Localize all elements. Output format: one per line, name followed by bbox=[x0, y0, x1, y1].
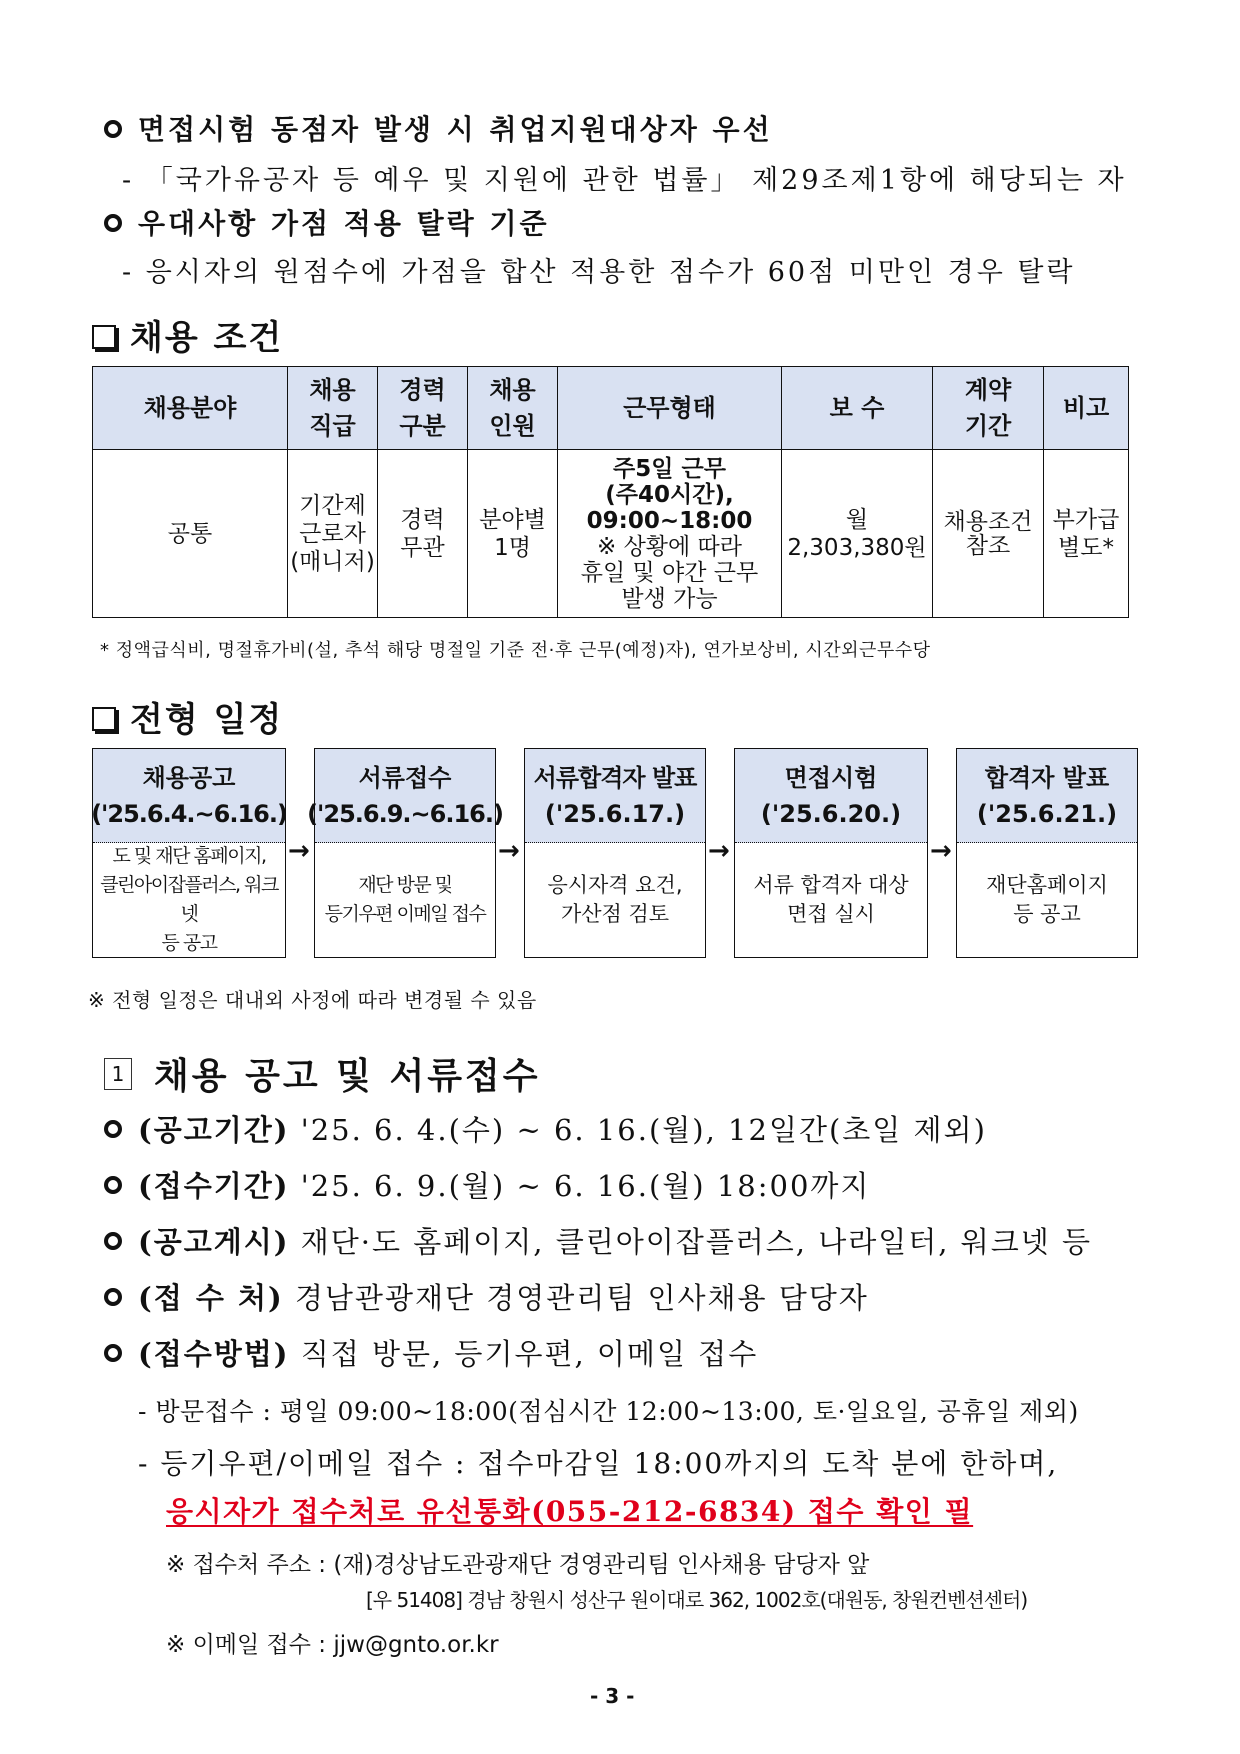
stage-name: 채용공고 bbox=[142, 763, 236, 792]
note-item-2 bbox=[104, 202, 550, 242]
stage-desc: 재단 방문 및 등기우편 이메일 접수 bbox=[324, 874, 486, 925]
arrow-right-icon: → bbox=[708, 836, 730, 866]
stage-name: 서류접수 bbox=[358, 763, 452, 792]
stage-interview bbox=[734, 748, 928, 958]
notice-item-receipt-period: (접수기간) '25. 6. 9.(월) ~ 6. 16.(월) 18:00까지 bbox=[104, 1164, 870, 1205]
cell-pay: 월 2,303,380원 bbox=[782, 450, 933, 618]
circle-bullet-icon bbox=[104, 120, 122, 138]
mail-receipt: - 등기우편/이메일 접수 : 접수마감일 18:00까지의 도착 분에 한하며, bbox=[138, 1447, 1059, 1480]
header-period: 계약 기간 bbox=[933, 367, 1044, 450]
note-item-2-detail: - 응시자의 원점수에 가점을 합산 적용한 점수가 60점 미만인 경우 탈락 bbox=[122, 257, 1076, 288]
stage-name: 면접시험 bbox=[784, 763, 878, 792]
checkbox-square-icon bbox=[92, 707, 116, 731]
header-note: 비고 bbox=[1044, 367, 1129, 450]
circle-bullet-icon bbox=[104, 1176, 122, 1194]
schedule-note: ※ 전형 일정은 대내외 사정에 따라 변경될 수 있음 bbox=[88, 988, 537, 1012]
notice-item-period: (공고기간) '25. 6. 4.(수) ~ 6. 16.(월), 12일간(초일 제외) bbox=[104, 1108, 987, 1149]
cell-work-bold: 주5일 근무 (주40시간), 09:00~18:00 bbox=[586, 455, 753, 534]
header-field: 채용분야 bbox=[93, 367, 288, 450]
stage-document-result bbox=[524, 748, 706, 958]
cell-field: 공통 bbox=[93, 450, 288, 618]
section-number-box: 1 bbox=[104, 1058, 132, 1090]
cell-rank: 기간제 근로자 (매니저) bbox=[288, 450, 378, 618]
cell-work-normal: ※ 상황에 따라 휴일 및 야간 근무 발생 가능 bbox=[580, 533, 759, 612]
conditions-footnote: * 정액급식비, 명절휴가비(설, 추석 해당 명절일 기준 전·후 근무(예정)자), 연가보상비, 시간외근무수당 bbox=[100, 640, 931, 661]
header-count: 채용 인원 bbox=[468, 367, 558, 450]
table-row bbox=[93, 450, 1129, 618]
stage-final-result bbox=[956, 748, 1138, 958]
arrow-right-icon: → bbox=[930, 836, 952, 866]
stage-date: ('25.6.9.~6.16.) bbox=[307, 799, 503, 828]
circle-bullet-icon bbox=[104, 1344, 122, 1362]
note-item-1 bbox=[104, 108, 773, 148]
stage-desc: 서류 합격자 대상 면접 실시 bbox=[753, 873, 909, 926]
stage-announcement bbox=[92, 748, 286, 958]
circle-bullet-icon bbox=[104, 1120, 122, 1138]
stage-date: ('25.6.4.~6.16.) bbox=[91, 799, 287, 828]
circle-bullet-icon bbox=[104, 1288, 122, 1306]
section-conditions-title: 채용 조건 bbox=[92, 310, 283, 359]
stage-date: ('25.6.20.) bbox=[760, 799, 902, 828]
page-number: - 3 - bbox=[590, 1684, 635, 1708]
header-rank: 채용 직급 bbox=[288, 367, 378, 450]
address-detail: [우 51408] 경남 창원시 성산구 원이대로 362, 1002호(대원동, 창원컨벤션센터) bbox=[366, 1588, 1028, 1612]
notice-item-posting: (공고게시) 재단·도 홈페이지, 클린아이잡플러스, 나라일터, 워크넷 등 bbox=[104, 1220, 1092, 1261]
header-work: 근무형태 bbox=[558, 367, 782, 450]
header-pay: 보 수 bbox=[782, 367, 933, 450]
phone-confirm-warning: 응시자가 접수처로 유선통화(055-212-6834) 접수 확인 필 bbox=[166, 1495, 974, 1528]
note-item-1-detail: - 「국가유공자 등 예우 및 지원에 관한 법률」 제29조제1항에 해당되는 자 bbox=[122, 165, 1127, 196]
section-schedule-title: 전형 일정 bbox=[92, 692, 283, 741]
arrow-right-icon: → bbox=[498, 836, 520, 866]
cell-count: 분야별 1명 bbox=[468, 450, 558, 618]
stage-name: 합격자 발표 bbox=[984, 763, 1110, 792]
arrow-right-icon: → bbox=[288, 836, 310, 866]
stage-desc: 재단홈페이지 등 공고 bbox=[986, 873, 1108, 926]
notice-item-method: (접수방법) 직접 방문, 등기우편, 이메일 접수 bbox=[104, 1332, 758, 1373]
address-label: ※ 접수처 주소 : (재)경상남도관광재단 경영관리팀 인사채용 담당자 앞 bbox=[166, 1552, 870, 1578]
email-receipt: ※ 이메일 접수 : jjw@gnto.or.kr bbox=[166, 1632, 499, 1658]
circle-bullet-icon bbox=[104, 214, 122, 232]
cell-note: 부가급 별도* bbox=[1044, 450, 1129, 618]
stage-date: ('25.6.17.) bbox=[544, 799, 686, 828]
notice-item-office: (접 수 처) 경남관광재단 경영관리팀 인사채용 담당자 bbox=[104, 1276, 869, 1317]
visit-receipt: - 방문접수 : 평일 09:00~18:00(점심시간 12:00~13:00, 토·일요일, 공휴일 제외) bbox=[138, 1397, 1079, 1426]
stage-desc: 응시자격 요건, 가산점 검토 bbox=[547, 873, 683, 926]
stage-documents bbox=[307, 748, 503, 958]
note-item-2-title: 우대사항 가점 적용 탈락 기준 bbox=[138, 207, 550, 240]
circle-bullet-icon bbox=[104, 1232, 122, 1250]
cell-period: 채용조건 참조 bbox=[933, 450, 1044, 618]
stage-name: 서류합격자 발표 bbox=[533, 763, 697, 792]
header-career: 경력 구분 bbox=[378, 367, 468, 450]
cell-career: 경력 무관 bbox=[378, 450, 468, 618]
conditions-table bbox=[92, 366, 1129, 618]
stage-desc: 도 및 재단 홈페이지, 클린아이잡플러스, 워크넷 등 공고 bbox=[100, 845, 278, 954]
stage-date: ('25.6.21.) bbox=[976, 799, 1118, 828]
note-item-1-title: 면접시험 동점자 발생 시 취업지원대상자 우선 bbox=[138, 113, 773, 146]
table-header-row bbox=[93, 367, 1129, 450]
section-notice-title: 1 채용 공고 및 서류접수 bbox=[104, 1048, 541, 1099]
cell-work bbox=[558, 450, 782, 618]
checkbox-square-icon bbox=[92, 325, 116, 349]
